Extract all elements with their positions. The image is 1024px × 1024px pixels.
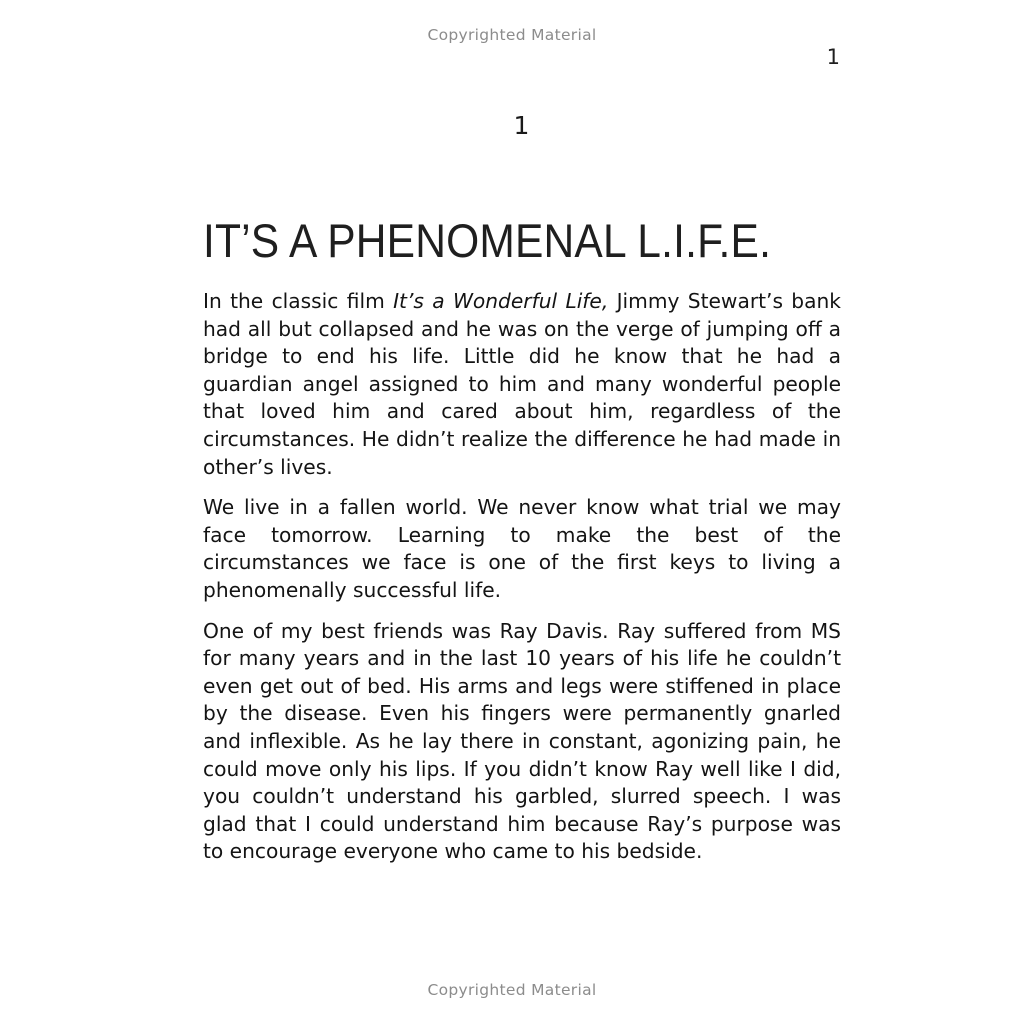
chapter-title: IT’S A PHENOMENAL L.I.F.E. xyxy=(203,214,772,268)
body-copy xyxy=(203,288,841,866)
text-run: Jimmy Stewart’s bank had all but collapsed and he was on the verge of jumping off a bridge to end his life. Little did he know that he had a guardian angel assigned to him and many wonderful people that loved him and cared about him, regardless of the circumstances. He didn’t realize the difference he had made in other’s lives. xyxy=(203,289,841,479)
running-head-page-number: 1 xyxy=(826,45,840,69)
copyright-watermark-top: Copyrighted Material xyxy=(427,26,597,44)
text-run: In the classic film xyxy=(203,289,394,313)
chapter-number: 1 xyxy=(513,111,530,140)
copyright-watermark-bottom: Copyrighted Material xyxy=(427,981,597,999)
paragraph-2 xyxy=(203,494,841,604)
paragraph-1 xyxy=(203,288,841,481)
paragraph-3 xyxy=(203,618,841,866)
italic-run: It’s a Wonderful Life, xyxy=(393,289,609,313)
text-run: We live in a fallen world. We never know what trial we may face tomorrow. Learning to make the best of the circumstances we face is one of the first keys to living a phenomenally successful life. xyxy=(203,495,841,602)
text-run: One of my best friends was Ray Davis. Ray suffered from MS for many years and in the last 10 years of his life he couldn’t even get out of bed. His arms and legs were stiffened in place by the disease. Even his fingers were permanently gnarled and inflexible. As he lay there in constant, agonizing pain, he could move only his lips. If you didn’t know Ray well like I did, you couldn’t understand his garbled, slurred speech. I was glad that I could understand him because Ray’s purpose was to encourage everyone who came to his bedside. xyxy=(203,618,841,864)
